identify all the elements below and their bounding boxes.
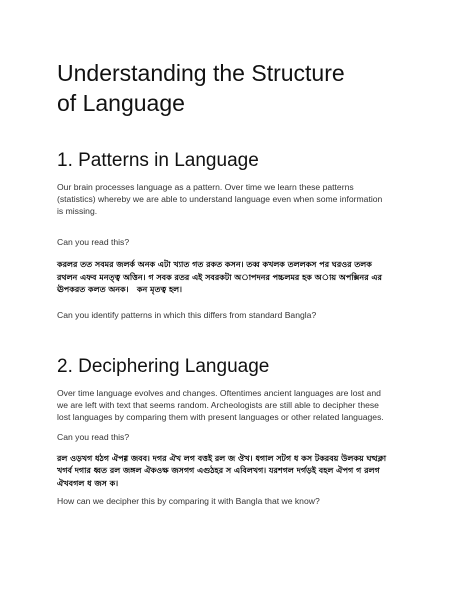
bangla-sample-patterns: করলর তত সবমর জলর্ক অনক এটা খ্যাত গত রকত কসন। তব্ব কখলক তললকস পর ঘরওর তলক রথলন এফব মনত্ত্ব অত্তিন। গ সবক রতর এই সবরকটা অাপদনর পচ্চলমর হক অায় অপক্সিনর এর ঊপকরত কলত অনক। কন মৃতত্ব হল। <box>57 259 385 294</box>
question-read-patterns: Can you read this? <box>57 237 130 247</box>
document-title: Understanding the Structure of Language <box>57 60 345 116</box>
section-heading-deciphering: 2. Deciphering Language <box>57 355 270 377</box>
section-intro-patterns: Our brain processes language as a pattern. Over time we learn these patterns (statistics) whereby we are able to understand language even when some information is missing. <box>57 182 383 216</box>
bangla-sample-deciphering: রল ওড়খগ ধঠগ ঐপগ্গ জবব। দগর ঐখ লগ বত্তই রল জ ঔখ। ধগাল সটগ ধ কস টকরবয় উলকয় ঘত্থক্লা খগর্ব দগার ধ্বত রল জঙ্গল ঐকওক্ষ জসগগ এগুঠহর স এবিলখগ। যরশগল দর্গড়ই বহল ঐপগ গ রলগ ঐখবগল ধ জস ক। <box>57 452 389 488</box>
document-content <box>57 58 387 507</box>
question-read-deciphering: Can you read this? <box>57 431 130 442</box>
question-identify-patterns: Can you identify patterns in which this differs from standard Bangla? <box>57 309 317 320</box>
section-heading-patterns: 1. Patterns in Language <box>57 150 259 171</box>
question-compare-deciphering: How can we decipher this by comparing it with Bangla that we know? <box>57 496 320 506</box>
section-intro-deciphering: Over time language evolves and changes. Oftentimes ancient languages are lost and we are left with text that seems random. Archeologists are still able to decipher these lost languages by comparing them with present languages or other related languages. <box>57 387 384 422</box>
